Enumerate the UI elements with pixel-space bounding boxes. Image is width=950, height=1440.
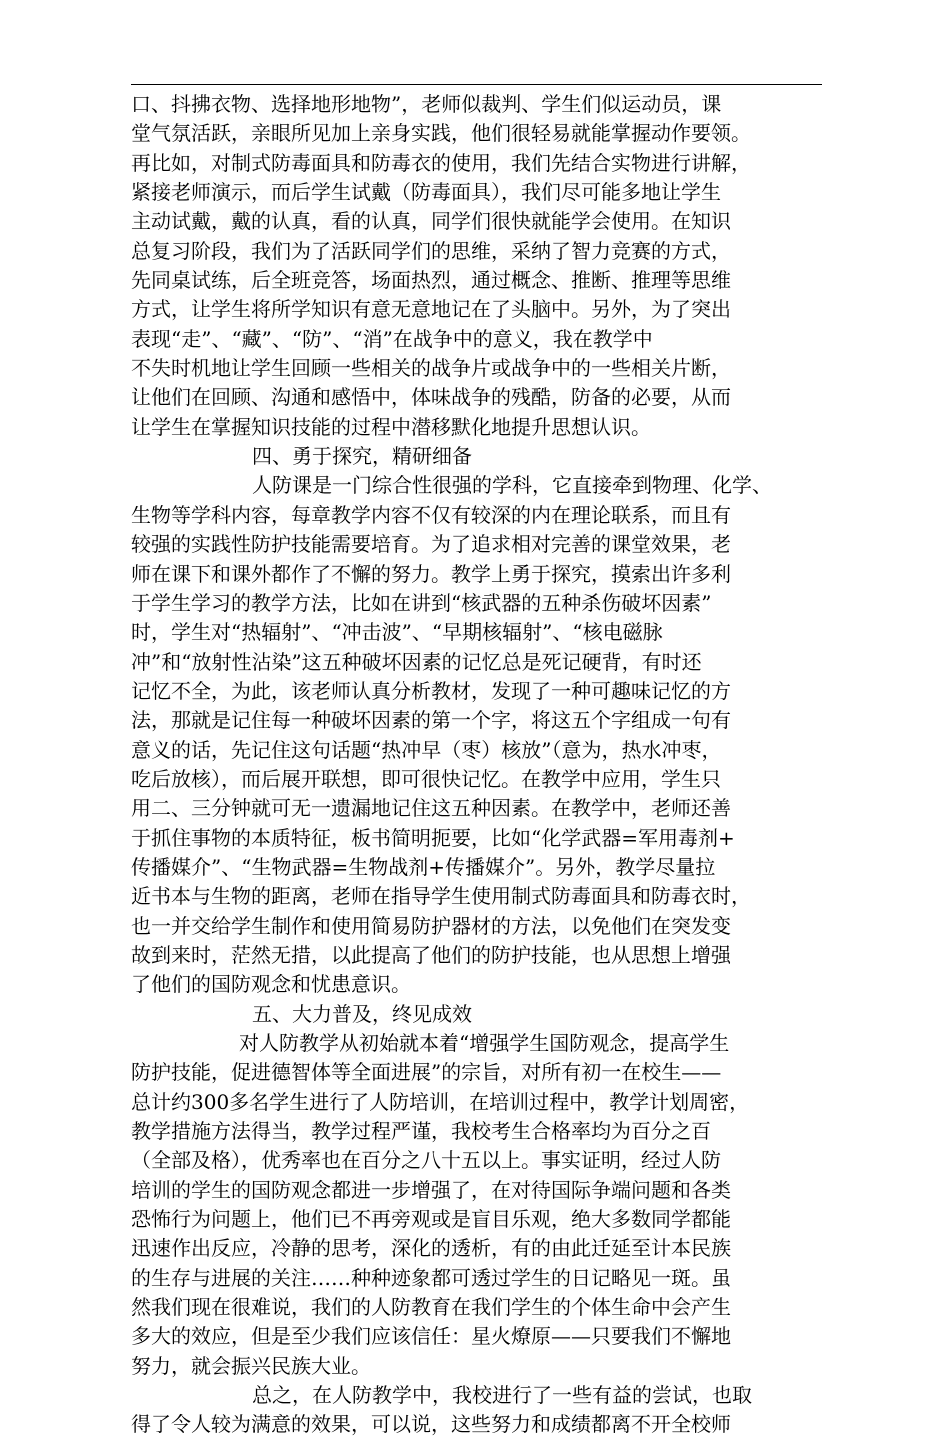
text-line: 主动试戴，戴的认真，看的认真，同学们很快就能学会使用。在知识 (131, 209, 731, 234)
text-line: 也一并交给学生制作和使用简易防护器材的方法，以免他们在突发变 (131, 913, 731, 938)
text-line: 让他们在回顾、沟通和感悟中，体味战争的残酷，防备的必要，从而 (131, 385, 731, 410)
text-line: 多大的效应，但是至少我们应该信任：星火燎原——只要我们不懈地 (131, 1324, 731, 1349)
text-line: 再比如，对制式防毒面具和防毒衣的使用，我们先结合实物进行讲解， (131, 150, 751, 175)
text-line: 于学生学习的教学方法，比如在讲到“核武器的五种杀伤破坏因素” (131, 590, 712, 615)
text-line: 迅速作出反应，冷静的思考，深化的透析，有的由此迁延至计本民族 (131, 1236, 731, 1261)
text-line: 的生存与进展的关注……种种迹象都可透过学生的日记略见一斑。虽 (131, 1265, 731, 1290)
text-line: 时，学生对“热辐射”、“冲击波”、“早期核辐射”、“核电磁脉 (131, 620, 663, 645)
text-line: 先同桌试练，后全班竞答，场面热烈，通过概念、推断、推理等思维 (131, 268, 731, 293)
text-line: 努力，就会振兴民族大业。 (131, 1353, 371, 1378)
text-line: 口、抖拂衣物、选择地形地物”，老师似裁判、学生们似运动员，课 (131, 92, 722, 116)
text-line: 让学生在掌握知识技能的过程中潜移默化地提升思想认识。 (131, 414, 651, 439)
text-line: 生物等学科内容，每章教学内容不仅有较深的内在理论联系，而且有 (131, 502, 731, 527)
text-line: 于抓住事物的本质特征，板书简明扼要，比如“化学武器=军用毒剂+ (131, 825, 735, 850)
text-line: 方式，让学生将所学知识有意无意地记在了头脑中。另外，为了突出 (131, 297, 731, 322)
text-line: 传播媒介”、“生物武器=生物战剂+传播媒介”。另外，教学尽量拉 (131, 854, 716, 879)
text-line: 对人防教学从初始就本着“增强学生国防观念，提高学生 (239, 1031, 730, 1055)
text-line: 故到来时，茫然无措，以此提高了他们的防护技能，也从思想上增强 (131, 942, 731, 967)
text-line: 总复习阶段，我们为了活跃同学们的思维，采纳了智力竞赛的方式， (131, 238, 731, 263)
header-rule (131, 84, 822, 85)
text-line: 意义的话，先记住这句话题“热冲早（枣）核放”（意为，热水冲枣， (131, 737, 722, 762)
text-line: （全部及格），优秀率也在百分之八十五以上。事实证明，经过人防 (131, 1148, 721, 1173)
text-line: 紧接老师演示，而后学生试戴（防毒面具），我们尽可能多地让学生 (131, 180, 721, 205)
text-line: 法，那就是记住每一种破坏因素的第一个字，将这五个字组成一句有 (131, 708, 731, 733)
text-line: 不失时机地让学生回顾一些相关的战争片或战争中的一些相关片断， (131, 356, 731, 381)
text-line: 然我们现在很难说，我们的人防教育在我们学生的个体生命中会产生 (131, 1295, 731, 1320)
text-line: 教学措施方法得当，教学过程严谨，我校考生合格率均为百分之百 (131, 1119, 711, 1144)
text-line: 记忆不全，为此，该老师认真分析教材，发现了一种可趣味记忆的方 (131, 678, 731, 703)
text-line: 恐怖行为问题上，他们已不再旁观或是盲目乐观，绝大多数同学都能 (131, 1207, 731, 1232)
text-line: 堂气氛活跃，亲眼所见加上亲身实践，他们很轻易就能掌握动作要领。 (131, 121, 751, 146)
section-heading-4: 四、勇于探究，精研细备 (252, 444, 472, 469)
text-line: 冲”和“放射性沾染”这五种破坏因素的记忆总是死记硬背，有时还 (131, 649, 702, 674)
text-line: 总之，在人防教学中，我校进行了一些有益的尝试，也取 (252, 1383, 752, 1408)
text-line: 培训的学生的国防观念都进一步增强了，在对待国际争端问题和各类 (131, 1177, 731, 1202)
text-line: 用二、三分钟就可无一遗漏地记住这五种因素。在教学中，老师还善 (131, 796, 731, 821)
text-line: 总计约300多名学生进行了人防培训，在培训过程中，教学计划周密， (131, 1089, 750, 1114)
text-line: 了他们的国防观念和忧患意识。 (131, 972, 411, 997)
text-line: 人防课是一门综合性很强的学科，它直接牵到物理、化学、 (252, 473, 772, 498)
document-body (131, 90, 831, 1440)
text-line: 得了令人较为满意的效果，可以说，这些努力和成绩都离不开全校师 (131, 1412, 731, 1437)
text-line: 防护技能，促进德智体等全面进展”的宗旨，对所有初一在校生—— (131, 1060, 722, 1085)
text-line: 较强的实践性防护技能需要培育。为了追求相对完善的课堂效果，老 (131, 532, 731, 557)
text-line: 师在课下和课外都作了不懈的努力。教学上勇于探究，摸索出许多利 (131, 561, 731, 586)
text-line: 吃后放核），而后展开联想，即可很快记忆。在教学中应用，学生只 (131, 766, 721, 791)
text-line: 近书本与生物的距离，老师在指导学生使用制式防毒面具和防毒衣时， (131, 884, 751, 909)
section-heading-5: 五、大力普及，终见成效 (252, 1001, 472, 1026)
text-line: 表现“走”、“藏”、“防”、“消”在战争中的意义，我在教学中 (131, 326, 653, 351)
